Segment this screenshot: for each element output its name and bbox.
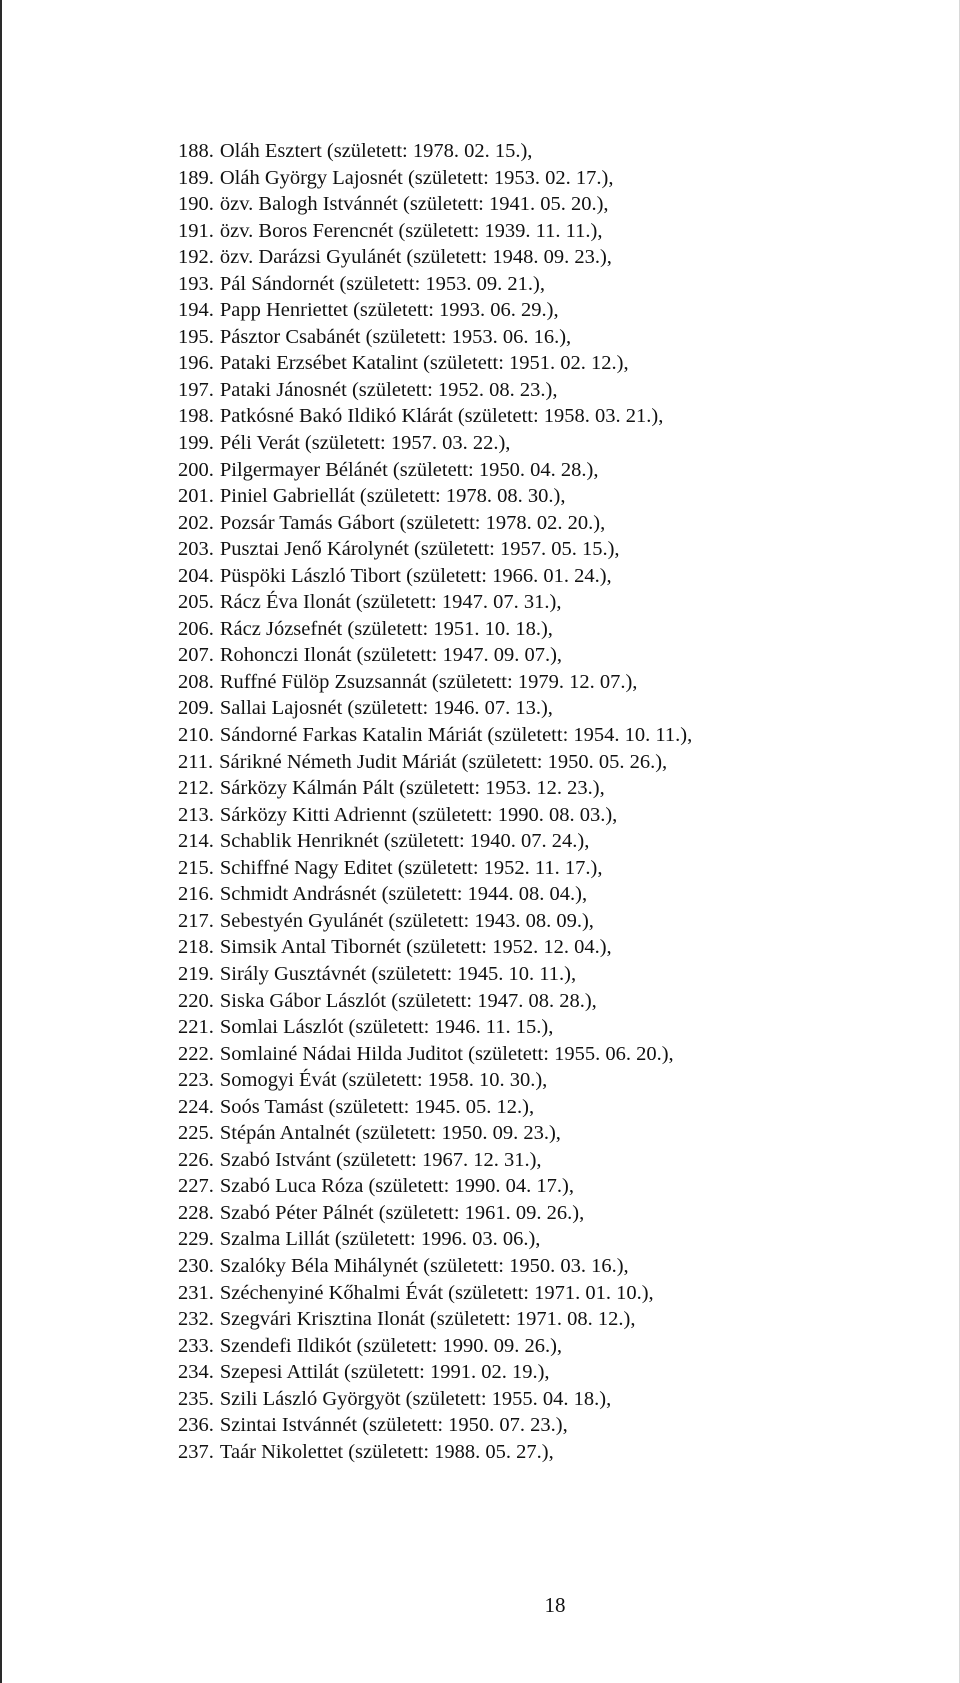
entry-number: 207.	[178, 644, 214, 667]
entry-number: 209.	[178, 697, 214, 720]
entry-number: 204.	[178, 564, 214, 587]
entry-text: Ruffné Fülöp Zsuzsannát (született: 1979. 12. 07.),	[219, 670, 638, 693]
name-list	[178, 138, 692, 1465]
entry-text: Szepesi Attilát (született: 1991. 02. 19.),	[219, 1361, 550, 1384]
entry-text: Péli Verát (született: 1957. 03. 22.),	[219, 432, 511, 455]
entry-number: 223.	[178, 1069, 214, 1092]
entry-text: Oláh Esztert (született: 1978. 02. 15.),	[219, 140, 533, 162]
entry-text: Soós Tamást (született: 1945. 05. 12.),	[219, 1095, 535, 1118]
entry-text: Püspöki László Tibort (született: 1966. 01. 24.),	[219, 564, 612, 587]
entry-text: Sárközy Kálmán Pált (született: 1953. 12. 23.),	[219, 777, 605, 800]
list-item	[178, 191, 692, 218]
entry-number: 208.	[178, 670, 214, 693]
list-item	[178, 297, 692, 324]
entry-text: Rácz Éva Ilonát (született: 1947. 07. 31.),	[219, 591, 562, 614]
list-item	[178, 483, 692, 510]
entry-number: 230.	[178, 1254, 214, 1277]
entry-number: 232.	[178, 1308, 214, 1331]
entry-number: 222.	[178, 1042, 214, 1065]
entry-text: Rácz Józsefnét (született: 1951. 10. 18.),	[219, 617, 553, 640]
entry-text: Szalma Lillát (született: 1996. 03. 06.),	[219, 1228, 541, 1251]
list-item	[178, 802, 692, 829]
entry-text: Piniel Gabriellát (született: 1978. 08. 30.),	[219, 485, 566, 508]
entry-text: Sebestyén Gyulánét (született: 1943. 08. 09.),	[219, 909, 594, 932]
list-item	[178, 961, 692, 988]
list-item	[178, 775, 692, 802]
entry-text: Stépán Antalnét (született: 1950. 09. 23.),	[219, 1122, 561, 1145]
entry-number: 226.	[178, 1148, 214, 1171]
list-item	[178, 457, 692, 484]
list-item	[178, 881, 692, 908]
entry-text: Szalóky Béla Mihálynét (született: 1950. 03. 16.),	[219, 1254, 629, 1277]
list-item	[178, 536, 692, 563]
entry-number: 219.	[178, 962, 214, 985]
entry-number: 200.	[178, 458, 214, 481]
list-item	[178, 1094, 692, 1121]
entry-number: 211.	[178, 750, 214, 773]
entry-text: Oláh György Lajosnét (született: 1953. 02. 17.),	[219, 166, 614, 189]
entry-text: Szegvári Krisztina Ilonát (született: 1971. 08. 12.),	[219, 1308, 636, 1331]
list-item	[178, 138, 692, 165]
entry-number: 190.	[178, 193, 214, 216]
entry-number: 212.	[178, 777, 214, 800]
list-item	[178, 510, 692, 537]
entry-number: 213.	[178, 803, 214, 826]
entry-text: Sirály Gusztávnét (született: 1945. 10. 11.),	[219, 962, 577, 985]
list-item	[178, 988, 692, 1015]
entry-text: Patkósné Bakó Ildikó Klárát (született: 1958. 03. 21.),	[219, 405, 664, 428]
entry-number: 196.	[178, 352, 214, 375]
entry-text: Szili László Györgyöt (született: 1955. 04. 18.),	[219, 1387, 612, 1410]
entry-number: 203.	[178, 538, 214, 561]
list-item	[178, 324, 692, 351]
list-item	[178, 908, 692, 935]
entry-text: Szendefi Ildikót (született: 1990. 09. 26.),	[219, 1334, 563, 1357]
list-item	[178, 271, 692, 298]
entry-number: 189.	[178, 166, 214, 189]
entry-number: 205.	[178, 591, 214, 614]
entry-text: özv. Balogh Istvánnét (született: 1941. 05. 20.),	[219, 193, 609, 216]
list-item	[178, 934, 692, 961]
entry-number: 235.	[178, 1387, 214, 1410]
entry-number: 188.	[178, 140, 214, 162]
list-item	[178, 616, 692, 643]
entry-text: Sárközy Kitti Adriennt (született: 1990. 08. 03.),	[219, 803, 618, 826]
entry-number: 225.	[178, 1122, 214, 1145]
entry-text: Pataki Jánosnét (született: 1952. 08. 23.),	[219, 378, 558, 401]
entry-number: 193.	[178, 272, 214, 295]
list-item	[178, 695, 692, 722]
list-item	[178, 1067, 692, 1094]
entry-text: Pilgermayer Bélánét (született: 1950. 04. 28.),	[219, 458, 599, 481]
entry-text: Szabó Istvánt (született: 1967. 12. 31.),	[219, 1148, 542, 1171]
entry-number: 195.	[178, 325, 214, 348]
entry-number: 210.	[178, 724, 214, 747]
list-item	[178, 244, 692, 271]
entry-text: Sallai Lajosnét (született: 1946. 07. 13.),	[219, 697, 553, 720]
entry-number: 236.	[178, 1414, 214, 1437]
list-item	[178, 1253, 692, 1280]
page-edge-left	[0, 0, 2, 1683]
entry-number: 224.	[178, 1095, 214, 1118]
entry-text: Sándorné Farkas Katalin Máriát (született: 1954. 10. 11.),	[219, 724, 693, 747]
list-item	[178, 430, 692, 457]
list-item	[178, 1386, 692, 1413]
entry-number: 201.	[178, 485, 214, 508]
entry-text: Somogyi Évát (született: 1958. 10. 30.),	[219, 1069, 548, 1092]
list-item	[178, 722, 692, 749]
entry-number: 228.	[178, 1201, 214, 1224]
list-item	[178, 1226, 692, 1253]
entry-text: özv. Boros Ferencnét (született: 1939. 11. 11.),	[219, 219, 603, 242]
entry-number: 191.	[178, 219, 214, 242]
list-item	[178, 749, 692, 776]
entry-number: 199.	[178, 432, 214, 455]
entry-text: Pozsár Tamás Gábort (született: 1978. 02. 20.),	[219, 511, 606, 534]
list-item	[178, 1041, 692, 1068]
entry-text: Pál Sándornét (született: 1953. 09. 21.),	[219, 272, 545, 295]
entry-number: 206.	[178, 617, 214, 640]
list-item	[178, 1014, 692, 1041]
entry-text: Pataki Erzsébet Katalint (született: 1951. 02. 12.),	[219, 352, 629, 375]
entry-text: Sárikné Németh Judit Máriát (született: 1950. 05. 26.),	[219, 750, 668, 773]
page-number: 18	[544, 1593, 566, 1617]
list-item	[178, 377, 692, 404]
entry-text: Somlainé Nádai Hilda Juditot (született: 1955. 06. 20.),	[219, 1042, 674, 1065]
entry-text: Somlai Lászlót (született: 1946. 11. 15.),	[219, 1016, 554, 1039]
list-item	[178, 855, 692, 882]
list-item	[178, 589, 692, 616]
entry-text: Pusztai Jenő Károlynét (született: 1957. 05. 15.),	[219, 538, 620, 561]
list-item	[178, 403, 692, 430]
entry-number: 202.	[178, 511, 214, 534]
list-item	[178, 1306, 692, 1333]
entry-text: Schmidt Andrásnét (született: 1944. 08. 04.),	[219, 883, 588, 906]
list-item	[178, 828, 692, 855]
entry-number: 227.	[178, 1175, 214, 1198]
entry-number: 237.	[178, 1440, 214, 1463]
entry-number: 194.	[178, 299, 214, 322]
entry-text: Schiffné Nagy Editet (született: 1952. 11. 17.),	[219, 856, 603, 879]
list-item	[178, 1439, 692, 1466]
list-item	[178, 1147, 692, 1174]
entry-number: 217.	[178, 909, 214, 932]
entry-text: Rohonczi Ilonát (született: 1947. 09. 07.),	[219, 644, 563, 667]
list-item	[178, 642, 692, 669]
entry-text: Siska Gábor Lászlót (született: 1947. 08. 28.),	[219, 989, 597, 1012]
list-item	[178, 1280, 692, 1307]
entry-text: Szabó Luca Rózа (született: 1990. 04. 17.),	[219, 1175, 574, 1198]
list-item	[178, 165, 692, 192]
list-item	[178, 1359, 692, 1386]
list-item	[178, 218, 692, 245]
entry-number: 218.	[178, 936, 214, 959]
entry-number: 214.	[178, 830, 214, 853]
entry-number: 220.	[178, 989, 214, 1012]
entry-number: 215.	[178, 856, 214, 879]
list-item	[178, 1200, 692, 1227]
entry-number: 234.	[178, 1361, 214, 1384]
entry-number: 216.	[178, 883, 214, 906]
entry-text: Simsik Antal Tibornét (született: 1952. 12. 04.),	[219, 936, 612, 959]
entry-number: 229.	[178, 1228, 214, 1251]
entry-text: özv. Darázsi Gyulánét (született: 1948. 09. 23.),	[219, 246, 612, 269]
entry-text: Szabó Péter Pálnét (született: 1961. 09. 26.),	[219, 1201, 585, 1224]
list-item	[178, 1333, 692, 1360]
list-item	[178, 1412, 692, 1439]
list-item	[178, 1120, 692, 1147]
entry-text: Pásztor Csabánét (született: 1953. 06. 16.),	[219, 325, 572, 348]
list-item	[178, 669, 692, 696]
entry-text: Papp Henriettet (született: 1993. 06. 29.),	[219, 299, 559, 322]
entry-text: Taár Nikolettet (született: 1988. 05. 27.),	[219, 1440, 554, 1463]
list-item	[178, 350, 692, 377]
entry-number: 198.	[178, 405, 214, 428]
list-item	[178, 563, 692, 590]
entry-text: Schablik Henriknét (született: 1940. 07. 24.),	[219, 830, 590, 853]
entry-number: 221.	[178, 1016, 214, 1039]
entry-text: Szintai Istvánnét (született: 1950. 07. 23.),	[219, 1414, 568, 1437]
entry-number: 192.	[178, 246, 214, 269]
entry-number: 233.	[178, 1334, 214, 1357]
entry-number: 197.	[178, 378, 214, 401]
list-item	[178, 1173, 692, 1200]
entry-number: 231.	[178, 1281, 214, 1304]
entry-text: Széchenyiné Kőhalmi Évát (született: 1971. 01. 10.),	[219, 1281, 654, 1304]
